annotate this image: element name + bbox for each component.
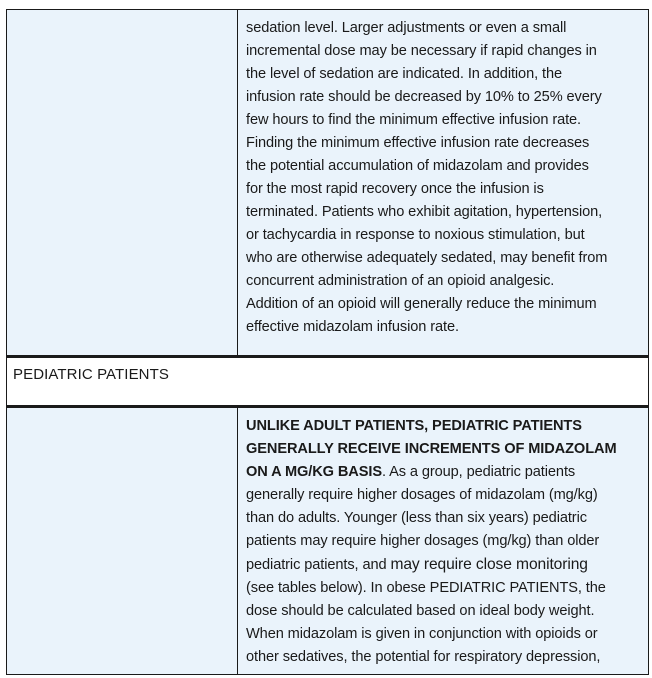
infusion-paragraph: [238, 10, 648, 339]
empty-left-cell: [7, 10, 238, 357]
section-heading-cell: [7, 357, 649, 407]
text-line: [246, 438, 642, 461]
text-run: pediatric patients, and: [246, 557, 391, 573]
text-run-large: may require close monitoring: [390, 556, 588, 573]
table-row: [7, 357, 649, 407]
bold-text: GENERALLY RECEIVE INCREMENTS OF MIDAZOLAM: [246, 441, 617, 457]
text-line: who are otherwise adequately sedated, may benefit from: [246, 250, 608, 266]
table-row: [7, 10, 649, 357]
table-row: [7, 407, 649, 675]
text-line: than do adults. Younger (less than six years) pediatric: [246, 510, 587, 526]
text-line: [246, 415, 642, 438]
section-heading: PEDIATRIC PATIENTS: [13, 366, 169, 383]
bold-text: UNLIKE ADULT PATIENTS, PEDIATRIC PATIENTS: [246, 418, 582, 434]
text-line: few hours to find the minimum effective infusion rate.: [246, 112, 582, 128]
text-line: other sedatives, the potential for respiratory depression,: [246, 649, 601, 665]
pediatric-text-cell: [238, 407, 649, 675]
dosing-text-cell: [238, 10, 649, 357]
text-line: dose should be calculated based on ideal body weight.: [246, 603, 595, 619]
text-run: . As a group, pediatric patients: [381, 464, 576, 480]
text-line: for the most rapid recovery once the infusion is: [246, 181, 544, 197]
text-line: Addition of an opioid will generally reduce the minimum: [246, 296, 597, 312]
text-line: When midazolam is given in conjunction with opioids or: [246, 626, 598, 642]
text-line: incremental dose may be necessary if rapid changes in: [246, 43, 597, 59]
text-line: or tachycardia in response to noxious stimulation, but: [246, 227, 585, 243]
empty-left-cell: [7, 407, 238, 675]
text-line: (see tables below). In obese PEDIATRIC PATIENTS, the: [246, 580, 606, 596]
text-line: Finding the minimum effective infusion rate decreases: [246, 135, 590, 151]
bold-text: ON A MG/KG BASIS: [246, 464, 382, 480]
text-line: effective midazolam infusion rate.: [246, 319, 459, 335]
pediatric-paragraph: [238, 408, 648, 669]
text-line: sedation level. Larger adjustments or even a small: [246, 20, 567, 36]
text-line: [246, 461, 642, 484]
text-line: [246, 553, 642, 577]
text-line: terminated. Patients who exhibit agitation, hypertension,: [246, 204, 603, 220]
document-table: [6, 9, 649, 675]
text-line: patients may require higher dosages (mg/kg) than older: [246, 533, 600, 549]
text-line: infusion rate should be decreased by 10% to 25% every: [246, 89, 602, 105]
text-line: generally require higher dosages of midazolam (mg/kg): [246, 487, 598, 503]
text-line: concurrent administration of an opioid analgesic.: [246, 273, 555, 289]
text-line: the level of sedation are indicated. In addition, the: [246, 66, 562, 82]
text-line: the potential accumulation of midazolam and provides: [246, 158, 589, 174]
